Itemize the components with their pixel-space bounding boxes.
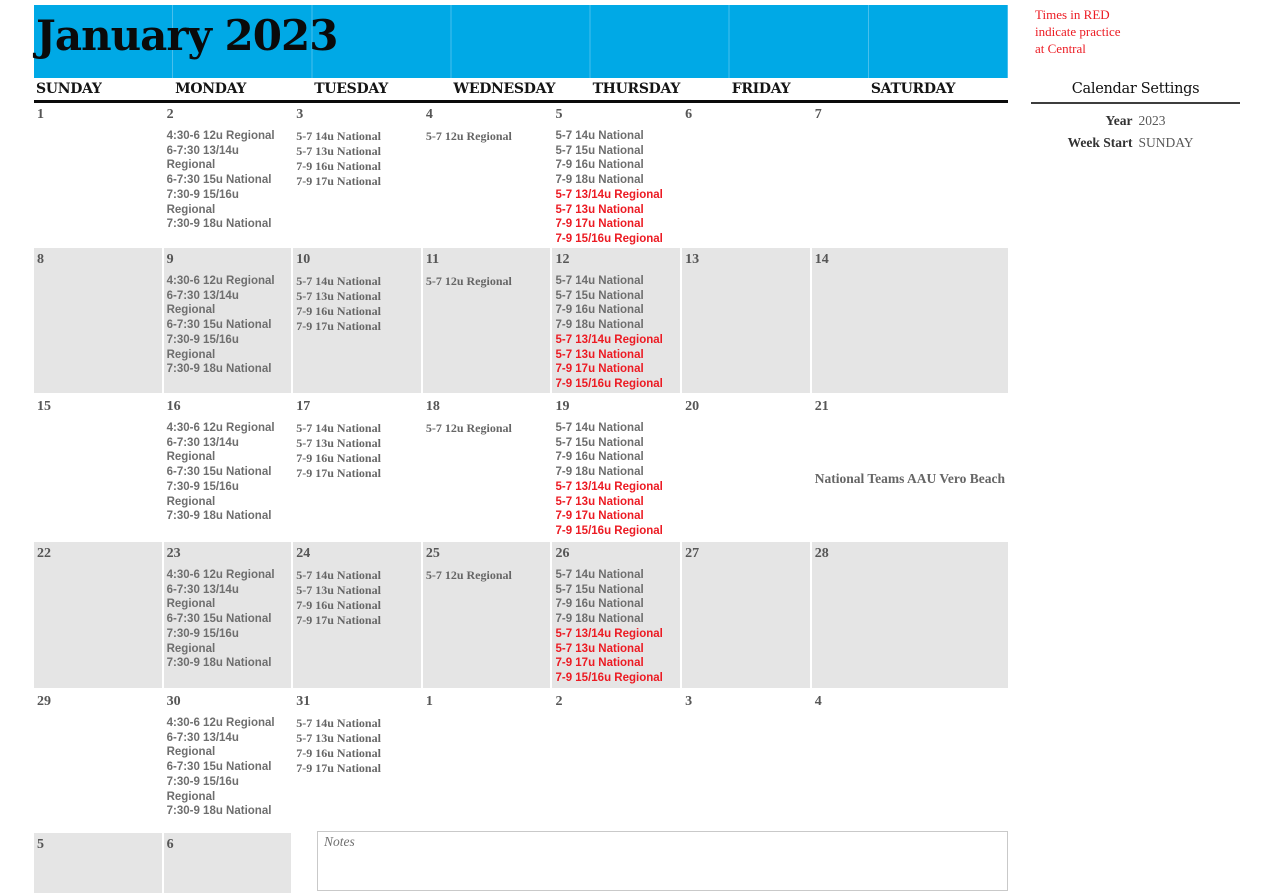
calendar-cell[interactable] (164, 395, 292, 540)
calendar-cell[interactable] (164, 248, 292, 393)
day-number: 2 (166, 107, 174, 122)
calendar-cell[interactable] (293, 248, 421, 393)
calendar-event: 6-7:30 15u National (166, 319, 272, 332)
calendar-event: 7:30-9 15/16u Regional (166, 333, 239, 361)
event-list (167, 716, 289, 819)
calendar-cell[interactable] (34, 690, 162, 831)
red-note-line: indicate practice (1035, 24, 1121, 39)
day-number: 9 (166, 252, 174, 267)
event-list (296, 421, 418, 481)
day-number: 22 (37, 546, 51, 561)
calendar-event: 7-9 18u National (555, 613, 644, 626)
calendar-event: 4:30-6 12u Regional (166, 569, 275, 581)
calendar-cell[interactable] (293, 690, 421, 831)
calendar-cell[interactable] (423, 690, 551, 831)
year-value[interactable]: 2023 (1138, 113, 1166, 128)
day-number: 1 (37, 107, 44, 122)
day-number: 25 (425, 546, 440, 561)
calendar-event: 5-7 13u National (555, 348, 644, 361)
calendar-event: 5-7 12u Regional (425, 274, 512, 288)
calendar-event: 7-9 15/16u Regional (555, 232, 663, 245)
day-number: 17 (296, 399, 311, 414)
calendar-event: 5-7 13/14u Regional (555, 333, 663, 346)
calendar-event: 7-9 16u National (296, 598, 381, 612)
calendar-cell[interactable] (552, 690, 680, 831)
weekday-header-row (34, 78, 1008, 103)
calendar-event: 5-7 14u National (555, 275, 644, 287)
red-note-line: Times in RED (1035, 7, 1110, 22)
weekday-label: MONDAY (175, 81, 247, 97)
day-number: 3 (296, 107, 304, 122)
calendar-event: 6-7:30 13/14u Regional (166, 731, 239, 759)
day-number: 28 (814, 546, 829, 561)
calendar-cell[interactable] (423, 542, 551, 688)
calendar-event: 5-7 15u National (555, 144, 644, 157)
calendar-event: 4:30-6 12u Regional (166, 275, 275, 287)
calendar-event: 7:30-9 15/16u Regional (166, 775, 239, 803)
calendar-cell[interactable] (682, 542, 810, 688)
red-note-line: at Central (1035, 41, 1086, 56)
calendar-event: 7-9 15/16u Regional (555, 377, 663, 390)
calendar-event: 5-7 13u National (296, 289, 381, 303)
settings-heading: Calendar Settings (1071, 81, 1200, 97)
calendar-event: 6-7:30 15u National (166, 466, 272, 479)
day-number: 18 (425, 399, 440, 414)
notes-area[interactable] (317, 831, 1008, 891)
day-number: 10 (296, 252, 311, 267)
event-list (426, 274, 548, 289)
calendar-event: 7-9 15/16u Regional (555, 671, 663, 684)
calendar-event: 4:30-6 12u Regional (166, 422, 275, 434)
calendar-cell[interactable] (293, 542, 421, 688)
calendar-cell[interactable] (34, 103, 162, 246)
day-number: 4 (814, 694, 822, 709)
calendar-event: 5-7 13/14u Regional (555, 188, 663, 201)
calendar-event: 6-7:30 13/14u Regional (166, 436, 239, 464)
calendar-grid (34, 103, 1008, 893)
month-title: January 2023 (36, 11, 338, 60)
calendar-event: 7-9 16u National (296, 304, 381, 318)
calendar-event: 5-7 14u National (296, 274, 381, 288)
calendar-cell[interactable] (552, 248, 680, 393)
calendar-event: 7:30-9 18u National (166, 510, 272, 523)
weekday-label: SATURDAY (870, 81, 956, 97)
calendar-cell[interactable] (34, 248, 162, 393)
calendar-event: 5-7 12u Regional (425, 421, 512, 435)
day-number: 7 (814, 107, 822, 122)
calendar-event: 7-9 18u National (555, 319, 644, 332)
weekday-label: FRIDAY (731, 81, 791, 97)
day-number: 24 (296, 546, 311, 561)
calendar-cell[interactable] (423, 103, 551, 246)
calendar-event: 7-9 17u National (555, 218, 644, 231)
setting-row-week-start (1031, 132, 1240, 154)
calendar-event: 6-7:30 13/14u Regional (166, 289, 239, 317)
event-list (296, 568, 418, 628)
event-list (426, 129, 548, 144)
day-number: 23 (166, 546, 181, 561)
calendar-event: 6-7:30 13/14u Regional (166, 583, 239, 611)
calendar-cell[interactable] (164, 833, 292, 893)
calendar-cell[interactable] (34, 395, 162, 540)
calendar-cell[interactable] (552, 395, 680, 540)
day-number: 11 (425, 252, 440, 267)
calendar-event: 7-9 16u National (296, 746, 381, 760)
calendar-cell[interactable] (552, 103, 680, 246)
calendar-cell[interactable] (812, 103, 1008, 246)
event-list (815, 471, 1005, 486)
day-number: 5 (555, 107, 563, 122)
calendar-event: 7-9 17u National (296, 466, 381, 480)
day-number: 29 (37, 694, 51, 709)
calendar-event: 7-9 17u National (296, 319, 381, 333)
day-number: 8 (37, 252, 44, 267)
settings-divider (1031, 102, 1240, 104)
calendar-event: 7-9 18u National (555, 466, 644, 479)
calendar-event: National Teams AAU Vero Beach (814, 471, 1005, 486)
day-number: 14 (814, 252, 829, 267)
calendar-event: 7-9 17u National (555, 363, 644, 376)
event-list (296, 274, 418, 334)
week-start-value[interactable]: SUNDAY (1138, 135, 1194, 150)
calendar-cell[interactable] (682, 248, 810, 393)
event-list (296, 129, 418, 189)
calendar-event: 4:30-6 12u Regional (166, 130, 275, 142)
calendar-event: 6-7:30 15u National (166, 761, 272, 774)
red-legend-note (1035, 6, 1245, 57)
calendar-cell[interactable] (423, 248, 551, 393)
calendar-event: 5-7 14u National (555, 130, 644, 142)
calendar-event: 7:30-9 15/16u Regional (166, 480, 239, 508)
calendar-event: 5-7 14u National (555, 569, 644, 581)
day-number: 27 (685, 546, 700, 561)
calendar-cell[interactable] (812, 690, 1008, 831)
day-number: 6 (166, 837, 174, 852)
calendar-event: 5-7 14u National (296, 568, 381, 582)
calendar-event: 7:30-9 18u National (166, 657, 272, 670)
calendar-cell[interactable] (552, 542, 680, 688)
event-list (167, 421, 289, 524)
calendar-cell[interactable] (682, 690, 810, 831)
event-list (167, 568, 289, 671)
event-list (426, 568, 548, 583)
day-number: 20 (685, 399, 700, 414)
calendar-cell[interactable] (164, 103, 292, 246)
calendar-event: 7-9 17u National (296, 761, 381, 775)
calendar-event: 7-9 16u National (296, 159, 381, 173)
calendar-event: 5-7 14u National (555, 422, 644, 434)
calendar-event: 7-9 18u National (555, 174, 644, 187)
day-number: 5 (37, 837, 44, 852)
calendar-event: 7:30-9 15/16u Regional (166, 627, 239, 655)
setting-row-year (1031, 110, 1240, 132)
calendar-event: 7:30-9 18u National (166, 218, 272, 231)
calendar-event: 7-9 17u National (296, 174, 381, 188)
calendar-event: 7-9 16u National (555, 598, 644, 611)
event-list (296, 716, 418, 776)
event-list (555, 568, 677, 686)
calendar-cell[interactable] (682, 103, 810, 246)
day-number: 21 (814, 399, 829, 414)
day-number: 13 (685, 252, 700, 267)
calendar-event: 7:30-9 15/16u Regional (166, 188, 239, 216)
weekday-label: THURSDAY (592, 81, 681, 97)
event-list (555, 421, 677, 539)
calendar-cell[interactable] (423, 395, 551, 540)
day-number: 30 (166, 694, 181, 709)
calendar-event: 5-7 13u National (296, 731, 381, 745)
calendar-event: 6-7:30 13/14u Regional (166, 144, 239, 172)
calendar-event: 5-7 13u National (296, 436, 381, 450)
calendar-cell[interactable] (293, 395, 421, 540)
calendar-cell[interactable] (164, 690, 292, 831)
month-title-band (34, 5, 1008, 78)
calendar-cell[interactable] (293, 103, 421, 246)
calendar-event: 5-7 15u National (555, 289, 644, 302)
calendar-cell[interactable] (682, 395, 810, 540)
calendar-cell[interactable] (812, 542, 1008, 688)
calendar-cell[interactable] (164, 542, 292, 688)
calendar-event: 5-7 14u National (296, 421, 381, 435)
calendar-event: 5-7 14u National (296, 716, 381, 730)
day-number: 16 (166, 399, 181, 414)
calendar-event: 5-7 13u National (296, 583, 381, 597)
day-number: 19 (555, 399, 570, 414)
calendar-event: 5-7 13u National (555, 203, 644, 216)
day-number: 31 (296, 694, 311, 709)
weekday-label: SUNDAY (36, 81, 102, 97)
calendar-event: 5-7 13u National (555, 495, 644, 508)
event-list (426, 421, 548, 436)
calendar-event: 5-7 12u Regional (425, 129, 512, 143)
calendar-cell[interactable] (34, 542, 162, 688)
day-number: 6 (685, 107, 693, 122)
weekday-label: TUESDAY (314, 81, 388, 97)
calendar-event: 6-7:30 15u National (166, 174, 272, 187)
calendar-event: 5-7 15u National (555, 583, 644, 596)
calendar-event: 7-9 16u National (555, 159, 644, 172)
calendar-event: 7:30-9 18u National (166, 805, 272, 818)
calendar-event: 5-7 13/14u Regional (555, 627, 663, 640)
calendar-event: 7:30-9 18u National (166, 363, 272, 376)
calendar-event: 7-9 17u National (555, 657, 644, 670)
calendar-settings-panel (1031, 81, 1240, 154)
event-list (167, 274, 289, 377)
calendar-cell[interactable] (812, 395, 1008, 540)
calendar-event: 5-7 14u National (296, 129, 381, 143)
day-number: 15 (37, 399, 51, 414)
calendar-event: 7-9 16u National (555, 304, 644, 317)
day-number: 12 (555, 252, 570, 267)
day-number: 1 (425, 694, 433, 709)
calendar-event: 7-9 16u National (555, 451, 644, 464)
calendar-cell[interactable] (812, 248, 1008, 393)
calendar-event: 7-9 15/16u Regional (555, 524, 663, 537)
notes-label: Notes (324, 834, 355, 849)
year-label: Year (1105, 113, 1133, 128)
calendar-event: 7-9 17u National (555, 510, 644, 523)
day-number: 3 (685, 694, 693, 709)
calendar-event: 7-9 17u National (296, 613, 381, 627)
calendar-event: 5-7 15u National (555, 436, 644, 449)
weekday-label: WEDNESDAY (453, 81, 556, 97)
week-start-label: Week Start (1067, 135, 1133, 150)
calendar-cell[interactable] (34, 833, 162, 893)
calendar-event: 5-7 12u Regional (425, 568, 512, 582)
calendar-event: 5-7 13u National (296, 144, 381, 158)
calendar-event: 6-7:30 15u National (166, 613, 272, 626)
day-number: 4 (425, 107, 433, 122)
day-number: 2 (555, 694, 563, 709)
event-list (555, 129, 677, 247)
event-list (167, 129, 289, 232)
calendar-event: 5-7 13u National (555, 642, 644, 655)
day-number: 26 (555, 546, 570, 561)
calendar-event: 7-9 16u National (296, 451, 381, 465)
calendar-event: 5-7 13/14u Regional (555, 480, 663, 493)
calendar-event: 4:30-6 12u Regional (166, 717, 275, 729)
event-list (555, 274, 677, 392)
